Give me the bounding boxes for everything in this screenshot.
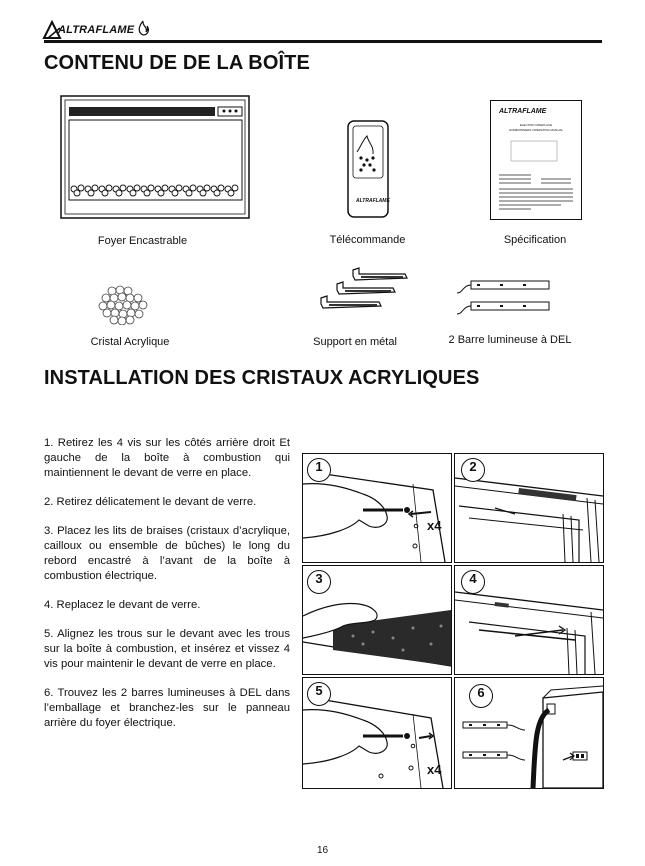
installation-diagram: [302, 453, 604, 789]
item-label-led-bars: 2 Barre lumineuse à DEL: [448, 334, 572, 346]
diagram-panel-3: [302, 565, 452, 675]
step-text-6: 6. Trouvez les 2 barres lumineuses à DEL dans l’emballage et branchez-les sur le panneau arrière du foyer électrique.: [44, 687, 290, 729]
section-title-installation: INSTALLATION DES CRISTAUX ACRYLIQUES: [44, 367, 480, 389]
diagram-panel-6: [454, 677, 604, 789]
step-text-3: 3. Placez les lits de braises (cristaux d’acrylique, cailloux ou ensemble de bûches) le long du rebord encastré à l’avant de la boîte à combustion électrique.: [44, 525, 290, 582]
flame-icon: [136, 20, 150, 36]
panel-2-number: 2: [461, 458, 485, 482]
step-text-2: 2. Retirez délicatement le devant de verre.: [44, 496, 257, 508]
manual-line-2: HOMEOWNERS OPERATING MANUAL: [508, 128, 564, 132]
page-number: 16: [316, 845, 329, 856]
step-text-1: 1. Retirez les 4 vis sur les côtés arrière droit Et gauche de la boîte à combustion qui maintiennent le devant de verre en place.: [44, 437, 290, 479]
manual-text-lines: [491, 101, 581, 219]
item-label-remote: Télécommande: [329, 234, 406, 246]
section-title-box-contents: CONTENU DE DE LA BOÎTE: [44, 52, 310, 74]
item-label-metal-support: Support en métal: [313, 336, 397, 348]
item-label-specification: Spécification: [503, 234, 567, 246]
specification-manual-illustration: [490, 100, 582, 220]
manual-line-1: ELECTRIC FIREPLACE: [519, 123, 553, 127]
installation-steps: [44, 436, 290, 745]
led-bar-illustration: [455, 278, 555, 318]
item-label-fireplace: Foyer Encastrable: [97, 235, 188, 247]
brand-logo: [42, 18, 152, 40]
panel-4-number: 4: [461, 570, 485, 594]
item-label-acrylic-crystal: Cristal Acrylique: [90, 336, 170, 348]
acrylic-crystal-illustration: [98, 285, 150, 325]
step-text-4: 4. Replacez le devant de verre.: [44, 599, 201, 611]
diagram-panel-1: [302, 453, 452, 563]
panel-1-number: 1: [307, 458, 331, 482]
diagram-panel-2: [454, 453, 604, 563]
metal-support-illustration: [315, 266, 415, 322]
manual-brand: ALTRAFLAME: [499, 108, 547, 115]
panel-5-number: 5: [307, 682, 331, 706]
brand-logo-text: ALTRAFLAME: [58, 24, 135, 36]
panel-1-screw-qty: x4: [427, 518, 442, 533]
step-text-5: 5. Alignez les trous sur le devant avec les trous sur la boîte à combustion, et insérez et vissez 4 vis pour maintenir le devant de verre en place.: [44, 628, 290, 670]
header-rule: [44, 40, 602, 43]
diagram-panel-5: [302, 677, 452, 789]
panel-6-number: 6: [469, 684, 493, 708]
remote-brand-text: ALTRAFLAME: [356, 198, 390, 204]
panel-5-screw-qty: x4: [427, 762, 442, 777]
panel-3-number: 3: [307, 570, 331, 594]
fireplace-insert-illustration: [60, 95, 250, 220]
diagram-panel-4: [454, 565, 604, 675]
